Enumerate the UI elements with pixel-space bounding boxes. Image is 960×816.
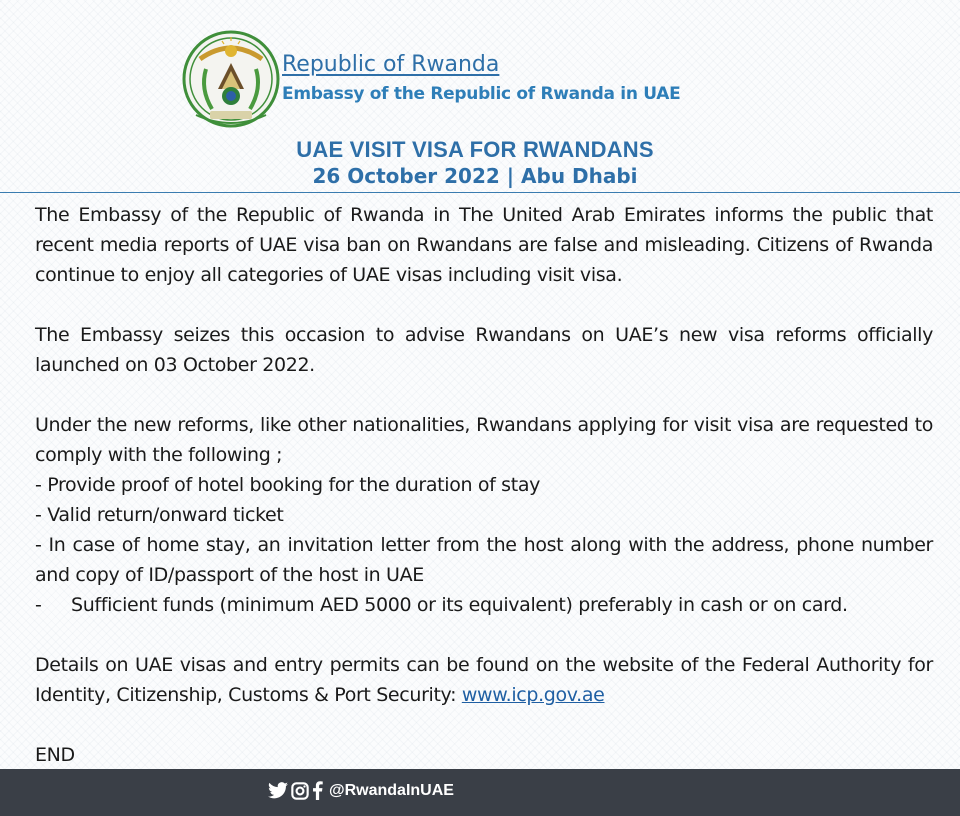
org-name-link[interactable]: Republic of Rwanda <box>282 52 500 77</box>
statement-body <box>35 200 933 770</box>
instagram-icon[interactable] <box>291 782 309 800</box>
coat-of-arms-icon <box>182 29 280 133</box>
bullet-funds <box>35 590 933 620</box>
paragraph-details <box>35 650 933 710</box>
icp-website-link[interactable]: www.icp.gov.ae <box>461 684 605 706</box>
twitter-icon[interactable] <box>268 782 288 799</box>
social-handle[interactable]: @RwandaInUAE <box>329 781 454 799</box>
page-title: UAE VISIT VISA FOR RWANDANS <box>296 137 654 162</box>
paragraph-intro: The Embassy of the Republic of Rwanda in The United Arab Emirates informs the public that recent media reports of UAE visa ban on Rwandans are false and misleading. Citizens of Rwanda continue to enjoy all categories of UAE visas including visit visa. <box>35 204 933 286</box>
bullet-dash: - <box>35 594 42 616</box>
end-marker: END <box>35 744 75 766</box>
embassy-name: Embassy of the Republic of Rwanda in UAE <box>282 84 681 104</box>
paragraph-reforms: The Embassy seizes this occasion to advise Rwandans on UAE’s new visa reforms officially launched on 03 October 2022. <box>35 324 933 376</box>
date-location: 26 October 2022 | Abu Dhabi <box>312 164 638 188</box>
paragraph-requirements: Under the new reforms, like other nationalities, Rwandans applying for visit visa are requested to comply with the following ; <box>35 414 933 466</box>
bullet-ticket: - Valid return/onward ticket <box>35 504 284 526</box>
facebook-icon[interactable] <box>312 781 323 800</box>
footer-bar <box>0 769 960 816</box>
details-text: Details on UAE visas and entry permits can be found on the website of the Federal Authority for Identity, Citizenship, Customs & Port Security: <box>35 654 933 706</box>
bullet-funds-text: Sufficient funds (minimum AED 5000 or its equivalent) preferably in cash or on card. <box>71 594 848 616</box>
social-links <box>268 781 454 800</box>
bullet-home-stay: - In case of home stay, an invitation letter from the host along with the address, phone number and copy of ID/passport of the host in UAE <box>35 534 933 586</box>
header-divider <box>0 192 960 193</box>
bullet-hotel: - Provide proof of hotel booking for the duration of stay <box>35 474 541 496</box>
